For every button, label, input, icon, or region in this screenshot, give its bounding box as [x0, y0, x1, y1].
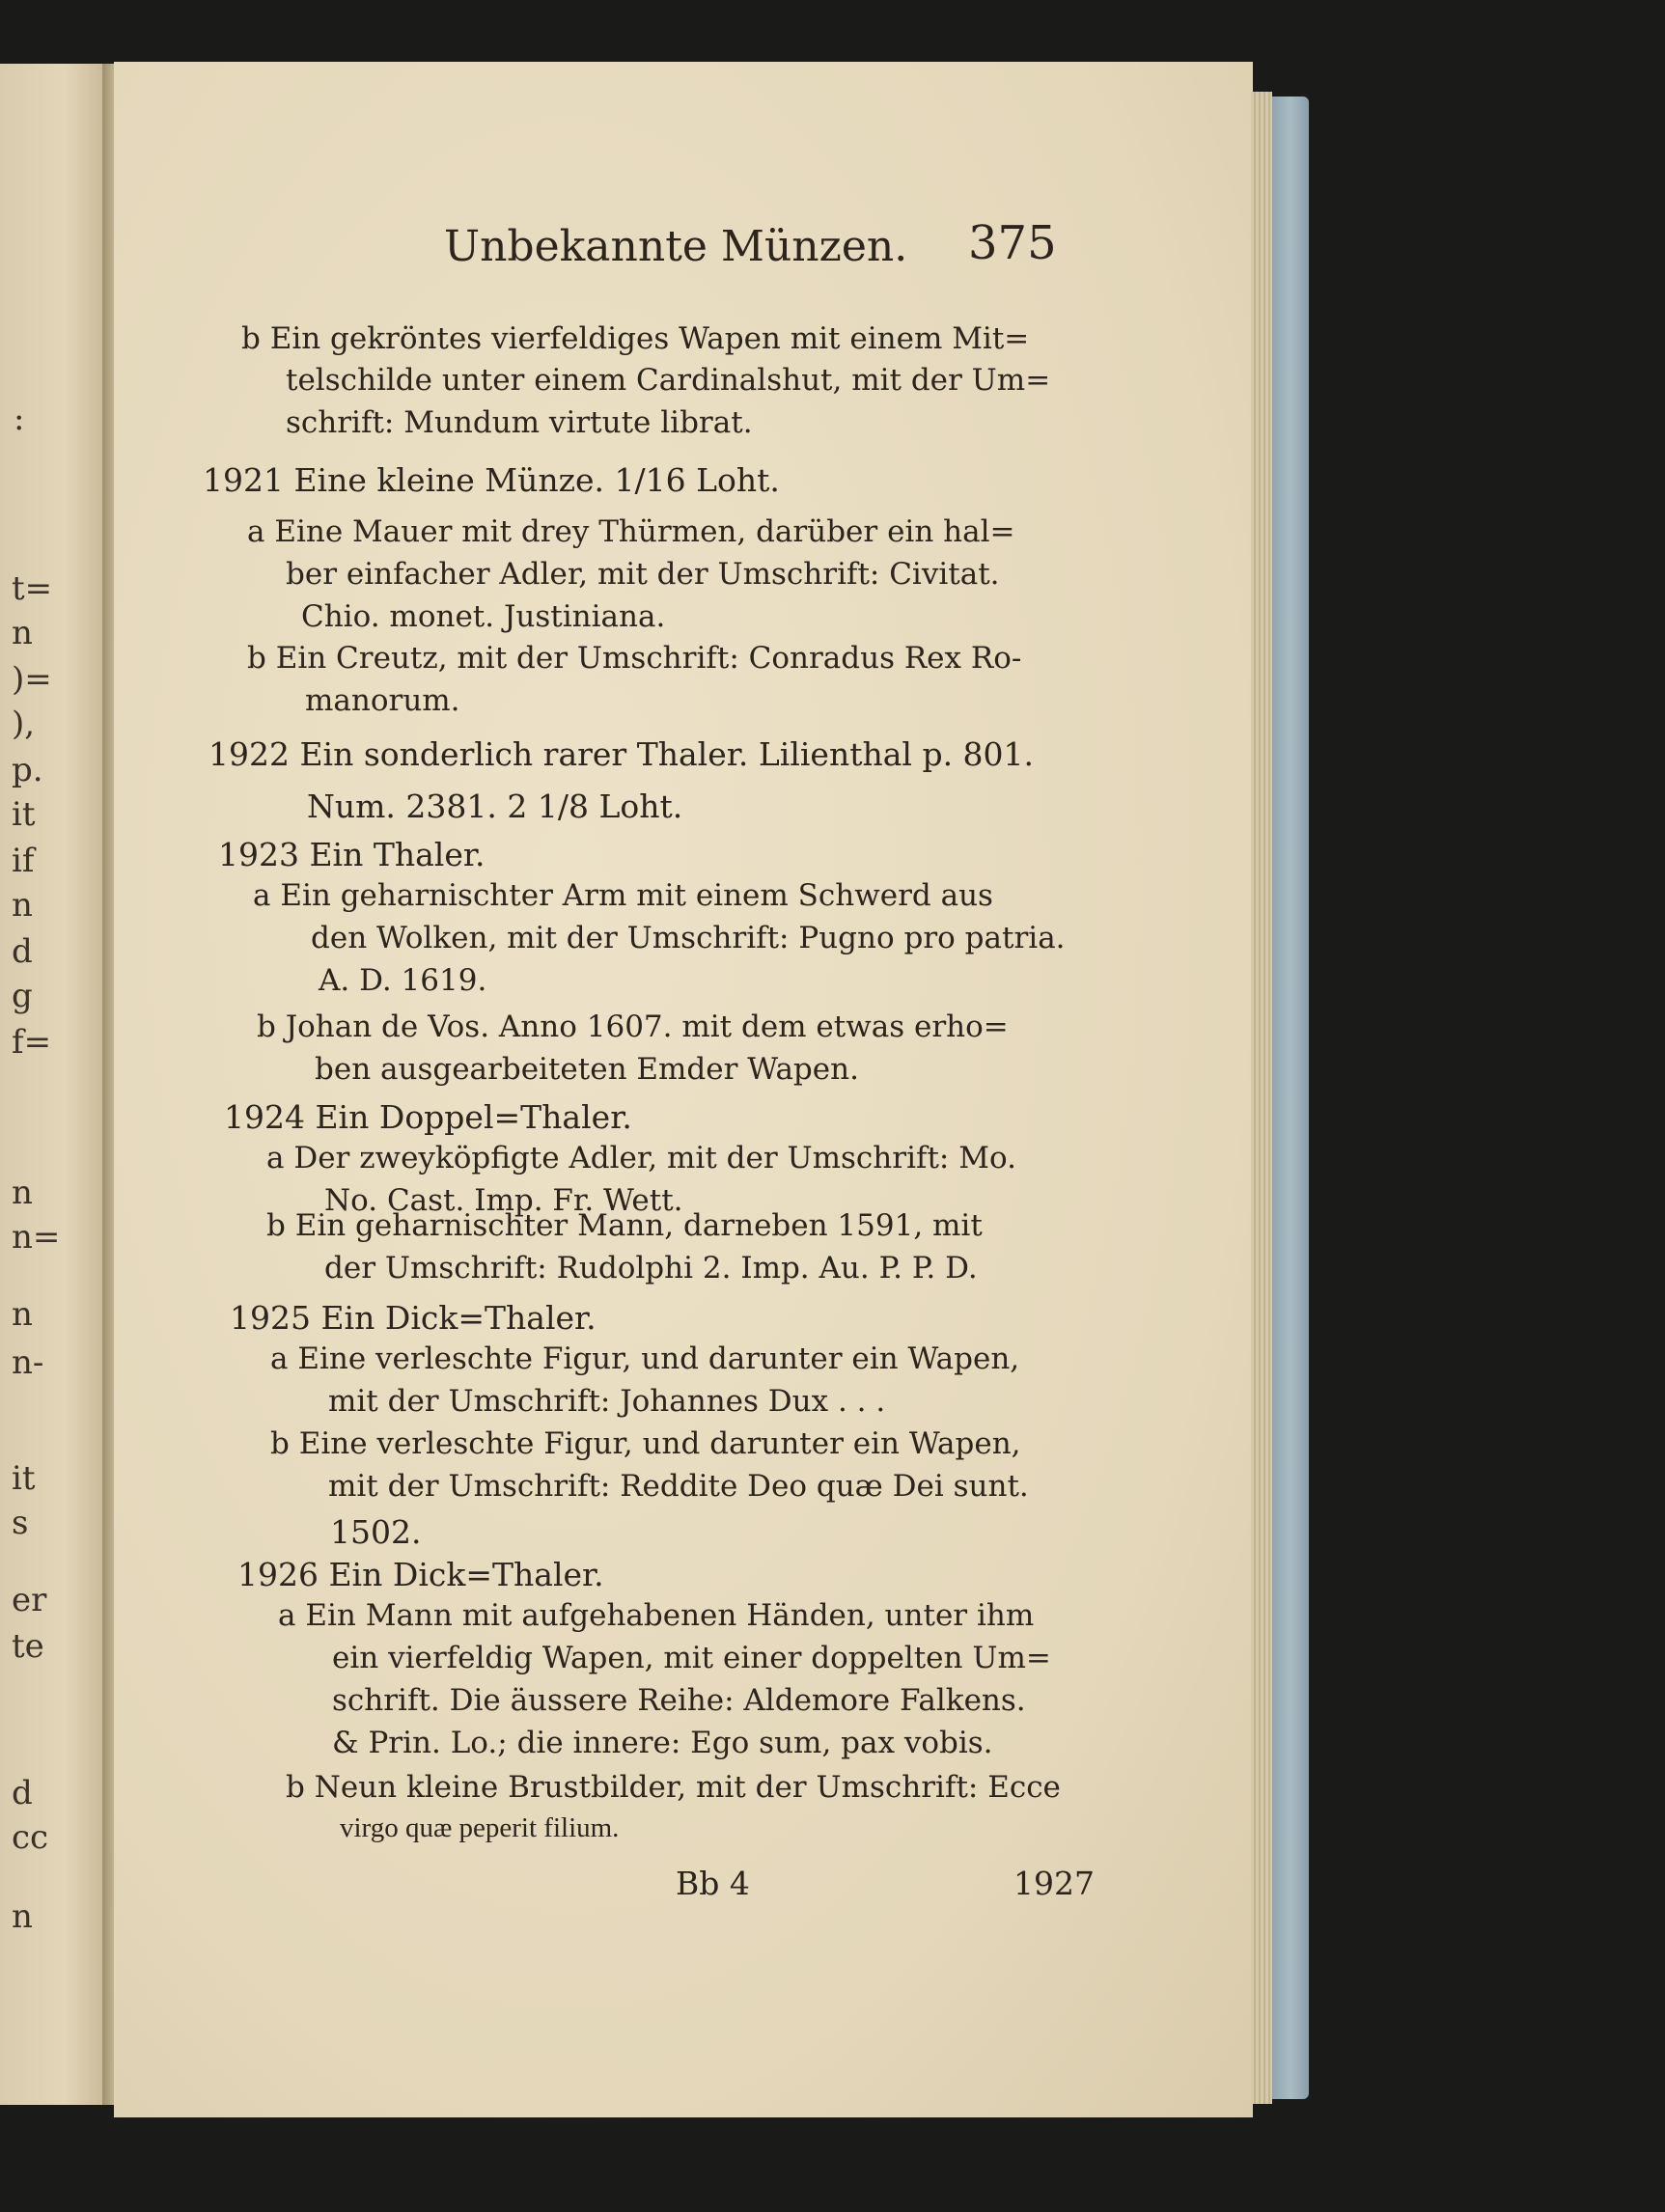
text-line: a Ein Mann mit aufgehabenen Händen, unter ihm — [278, 1598, 1035, 1633]
text-line: ben ausgearbeiteten Emder Wapen. — [315, 1052, 859, 1087]
entry-heading: 1925 Ein Dick=Thaler. — [230, 1299, 597, 1337]
left-page-fragment: d — [12, 932, 33, 971]
left-page-fragment: n — [12, 1897, 33, 1936]
left-page-fragment: n — [12, 1295, 33, 1334]
entry-heading: 1926 Ein Dick=Thaler. — [237, 1556, 604, 1593]
left-page-fragment: t= — [12, 569, 53, 608]
running-head: Unbekannte Münzen. — [444, 222, 908, 271]
text-line: b Ein geharnischter Mann, darneben 1591, mit — [266, 1208, 983, 1243]
left-page-fragment: te — [12, 1627, 44, 1666]
page-number: 375 — [968, 216, 1057, 270]
text-line: telschilde unter einem Cardinalshut, mit der Um= — [286, 363, 1051, 398]
text-line: a Ein geharnischter Arm mit einem Schwerd aus — [253, 878, 993, 913]
text-line: a Eine Mauer mit drey Thürmen, darüber ein hal= — [247, 514, 1015, 549]
entry-heading: 1922 Ein sonderlich rarer Thaler. Lilienthal p. 801. — [208, 735, 1035, 773]
left-page-edge — [0, 64, 110, 2105]
left-page-fragment: f= — [12, 1023, 52, 1062]
text-line: schrift. Die äussere Reihe: Aldemore Falkens. — [332, 1683, 1026, 1718]
text-line: No. Cast. Imp. Fr. Wett. — [324, 1183, 683, 1218]
entry-heading: 1924 Ein Doppel=Thaler. — [224, 1098, 632, 1136]
left-page-fragment: ), — [12, 705, 36, 743]
left-page-fragment: cc — [12, 1818, 49, 1857]
text-line: a Eine verleschte Figur, und darunter ein Wapen, — [270, 1341, 1020, 1376]
text-line: den Wolken, mit der Umschrift: Pugno pro patria. — [311, 921, 1066, 955]
left-page-fragment: p. — [12, 751, 43, 789]
text-line: 1502. — [330, 1513, 422, 1551]
left-page-fragment: )= — [12, 660, 52, 699]
signature-mark: Bb 4 — [676, 1865, 750, 1902]
left-page-fragment: n — [12, 886, 33, 925]
left-page-fragment: g — [12, 977, 33, 1015]
text-line: b Eine verleschte Figur, und darunter ein Wapen, — [270, 1426, 1021, 1461]
text-line: A. D. 1619. — [319, 963, 487, 998]
text-line: ber einfacher Adler, mit der Umschrift: Civitat. — [286, 557, 1000, 592]
text-line: b Johan de Vos. Anno 1607. mit dem etwas erho= — [257, 1009, 1009, 1044]
entry-heading: 1921 Eine kleine Münze. 1/16 Loht. — [203, 461, 780, 499]
text-line: ein vierfeldig Wapen, mit einer doppelten Um= — [332, 1641, 1051, 1675]
left-page-fragment: if — [12, 842, 35, 880]
text-line: a Der zweyköpfigte Adler, mit der Umschrift: Mo. — [266, 1141, 1016, 1175]
text-line: Num. 2381. 2 1/8 Loht. — [307, 788, 683, 825]
left-page-fragment: n- — [12, 1343, 44, 1382]
book-cover — [1272, 97, 1309, 2099]
text-line: & Prin. Lo.; die innere: Ego sum, pax vobis. — [332, 1726, 993, 1760]
text-line: b Ein gekröntes vierfeldiges Wapen mit einem Mit= — [241, 321, 1030, 356]
left-page-fragment: it — [12, 795, 36, 834]
catchword: 1927 — [1013, 1865, 1095, 1902]
text-line: schrift: Mundum virtute librat. — [286, 405, 753, 440]
page-fore-edge — [1251, 92, 1272, 2104]
text-line: Chio. monet. Justiniana. — [301, 599, 666, 634]
left-page-fragment: n= — [12, 1218, 61, 1257]
left-page-fragment: it — [12, 1459, 36, 1498]
text-line: b Neun kleine Brustbilder, mit der Umschrift: Ecce — [286, 1770, 1061, 1805]
text-line: mit der Umschrift: Johannes Dux . . . — [328, 1384, 886, 1419]
left-page-fragment: n — [12, 1174, 33, 1212]
entry-heading: 1923 Ein Thaler. — [218, 836, 486, 873]
text-line: b Ein Creutz, mit der Umschrift: Conradus Rex Ro- — [247, 641, 1022, 676]
text-line: der Umschrift: Rudolphi 2. Imp. Au. P. P. D. — [324, 1251, 978, 1286]
left-page-fragment: d — [12, 1774, 33, 1812]
left-page-fragment: : — [14, 400, 25, 438]
left-page-fragment: n — [12, 614, 33, 652]
text-line: virgo quæ peperit filium. — [340, 1812, 620, 1843]
text-line: manorum. — [305, 683, 460, 718]
text-line: mit der Umschrift: Reddite Deo quæ Dei sunt. — [328, 1469, 1029, 1504]
left-page-fragment: s — [12, 1504, 29, 1542]
left-page-fragment: er — [12, 1581, 47, 1619]
